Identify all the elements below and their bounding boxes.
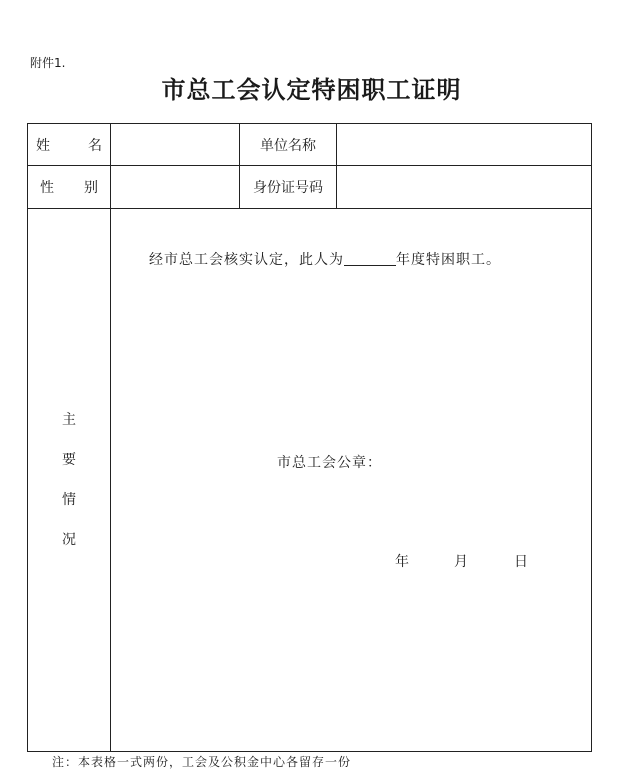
date-month: 月 [454, 554, 468, 570]
name-field[interactable] [111, 124, 240, 166]
gender-label [28, 166, 111, 209]
statement-prefix: 经市总工会核实认定，此人为 [149, 252, 344, 268]
date-year: 年 [395, 554, 409, 570]
footnote: 注：本表格一式两份，工会及公积金中心各留存一份 [52, 755, 352, 769]
statement-suffix: 年度特困职工。 [396, 252, 501, 268]
gender-field[interactable] [111, 166, 240, 209]
certification-statement [149, 249, 501, 269]
union-seal-label: 市总工会公章： [277, 455, 382, 471]
row-name-unit [28, 124, 592, 166]
unit-label: 单位名称 [240, 124, 337, 166]
id-field[interactable] [337, 166, 592, 209]
id-label: 身份证号码 [240, 166, 337, 209]
date-day: 日 [514, 554, 528, 570]
name-label-char-2: 名 [88, 137, 102, 154]
certificate-form [27, 123, 592, 752]
main-label-char-2: 要 [62, 452, 76, 468]
main-label-char-3: 情 [62, 492, 76, 508]
main-situation-content [111, 209, 592, 752]
name-label [28, 124, 111, 166]
main-situation-label [28, 209, 111, 752]
main-label-char-4: 况 [62, 532, 76, 548]
gender-label-char-2: 别 [84, 180, 98, 196]
attachment-label: 附件1. [30, 56, 66, 70]
year-blank[interactable] [344, 251, 396, 266]
unit-field[interactable] [337, 124, 592, 166]
row-gender-id [28, 166, 592, 209]
gender-label-char-1: 性 [40, 180, 54, 196]
row-main [28, 209, 592, 752]
document-title: 市总工会认定特困职工证明 [161, 75, 462, 104]
main-label-char-1: 主 [62, 412, 76, 428]
name-label-char-1: 姓 [36, 137, 50, 154]
